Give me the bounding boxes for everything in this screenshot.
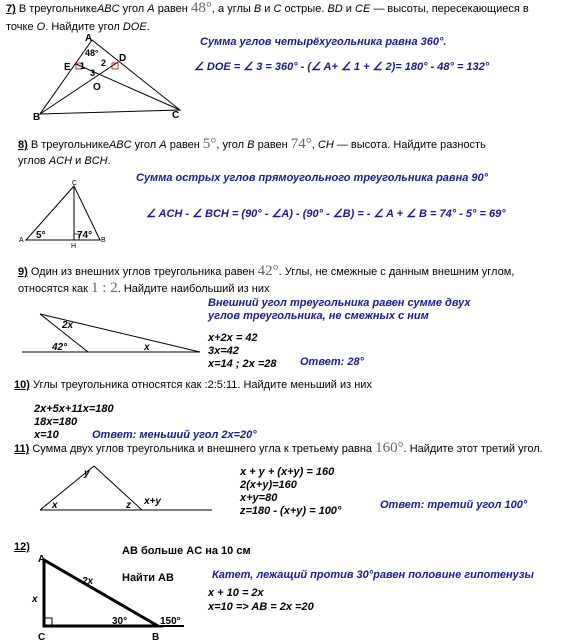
angle-value: 42° (257, 263, 279, 279)
label-30: 30° (112, 616, 128, 627)
equation-11-2: 2(x+y)=160 (240, 479, 297, 491)
label-c: C (72, 180, 78, 187)
label-y: y (84, 468, 90, 479)
solution-8-line2: ∠ ACH - ∠ BCH = (90° - ∠A) - (90° - ∠B) = - ∠ A + ∠ B = 74° - 5° = 69° (146, 208, 506, 220)
equation-11-4: z=180 - (x+y) = 100° (240, 505, 342, 517)
problem-12-number: 12) (14, 541, 30, 553)
answer-11: Ответ: третий угол 100° (380, 499, 528, 511)
problem-8-statement: 8) В треугольникеABC угол A равен 5°, угол B равен 74°, CH — высота. Найдите разность (18, 136, 486, 152)
label-2x: 2x (82, 576, 94, 587)
solution-7-line2: ∠ DOE = ∠ 3 = 360° - (∠ A+ ∠ 1 + ∠ 2)= 180° - 48° = 132° (194, 61, 490, 73)
equation-9-2: 3x=42 (208, 345, 239, 357)
equation-11-1: x + y + (x+y) = 160 (240, 466, 335, 478)
label-42: 42° (52, 342, 68, 353)
angle-value: 48° (190, 0, 212, 16)
equation-12-2: x=10 => AB = 2x =20 (208, 601, 314, 613)
equation-10-1: 2x+5x+11x=180 (34, 403, 114, 415)
answer-9: Ответ: 28° (300, 356, 364, 368)
label-e: E (64, 62, 71, 73)
problem-11-statement: 11) Сумма двух углов треугольника и внешнего угла к третьему равна 160°. Найдите этот третий угол. (14, 440, 543, 456)
answer-10: Ответ: меньший угол 2х=20° (92, 429, 257, 441)
figure-triangle-7 (30, 32, 195, 120)
solution-8-line1: Сумма острых углов прямоугольного треугольника равна 90° (136, 172, 489, 184)
label-c: C (172, 110, 180, 120)
find-12: Найти AB (122, 572, 174, 584)
label-x: x (52, 500, 58, 511)
label-x: x (32, 594, 38, 605)
label-b: B (33, 112, 41, 120)
solution-9-line2: углов треугольника, не смежных с ним (208, 310, 429, 322)
problem-number: 10) (14, 379, 30, 391)
angle-value: 160° (375, 440, 404, 456)
given-12: AB больше AC на 10 см (122, 545, 251, 557)
equation-11-3: x+y=80 (240, 492, 278, 504)
problem-8-statement-line2: углов ACH и BCH. (18, 155, 111, 167)
label-150: 150° (160, 616, 181, 627)
problem-number: 11) (14, 443, 30, 455)
label-a: A (19, 237, 24, 244)
problem-7-statement: 7) В треугольникеABC угол A равен 48°, а углы B и C острые. BD и CE — высоты, пересекающиеся в (6, 0, 529, 16)
problem-number: 8) (18, 139, 28, 151)
label-o: O (93, 82, 101, 93)
solution-12: Катет, лежащий против 30°равен половине гипотенузы (212, 569, 534, 581)
problem-number: 7) (6, 3, 16, 15)
problem-number: 9) (18, 266, 28, 278)
label-a: A (38, 554, 46, 565)
problem-10-statement: 10) Углы треугольника относятся как :2:5:11. Найдите меньший из них (14, 379, 372, 391)
label-h: H (71, 243, 77, 248)
label-x: x (144, 342, 150, 353)
label-xy: x+y (144, 496, 161, 507)
label-48: 48° (85, 48, 99, 58)
equation-10-2: 18x=180 (34, 416, 78, 428)
label-2x: 2x (62, 320, 74, 331)
figure-triangle-12 (30, 552, 190, 642)
solution-7-line1: Сумма углов четырёхугольника равна 360°. (200, 36, 447, 48)
label-3: 3 (90, 68, 96, 78)
label-b: B (152, 632, 160, 642)
label-1: 1 (80, 61, 86, 71)
figure-triangle-9 (18, 308, 204, 360)
label-74: 74° (77, 230, 93, 241)
angle-a-value: 5° (202, 136, 217, 152)
problem-9-statement-line2: относятся как 1 : 2. Найдите наибольший из них (18, 280, 270, 296)
figure-triangle-11 (36, 460, 214, 516)
problem-9-statement: 9) Один из внешних углов треугольника равен 42°. Углы, не смежные с данным внешним углом, (18, 263, 515, 279)
angle-b-value: 74° (290, 136, 312, 152)
equation-9-1: x+2x = 42 (208, 332, 258, 344)
problem-7-statement-line2: точке O. Найдите угол DOE. (6, 21, 150, 33)
equation-10-3: x=10 (34, 429, 59, 441)
label-d: D (119, 53, 127, 64)
label-c: C (38, 632, 46, 642)
label-b: B (101, 237, 106, 244)
figure-triangle-8 (16, 178, 108, 248)
label-a: A (85, 33, 93, 44)
label-2: 2 (101, 58, 107, 68)
label-5: 5° (36, 230, 46, 241)
ratio-value: 1 : 2 (91, 280, 118, 296)
solution-9-line1: Внешний угол треугольника равен сумме двух (208, 297, 471, 309)
equation-12-1: x + 10 = 2x (208, 587, 264, 599)
equation-9-3: x=14 ; 2x =28 (208, 358, 277, 370)
label-z: z (126, 500, 131, 511)
